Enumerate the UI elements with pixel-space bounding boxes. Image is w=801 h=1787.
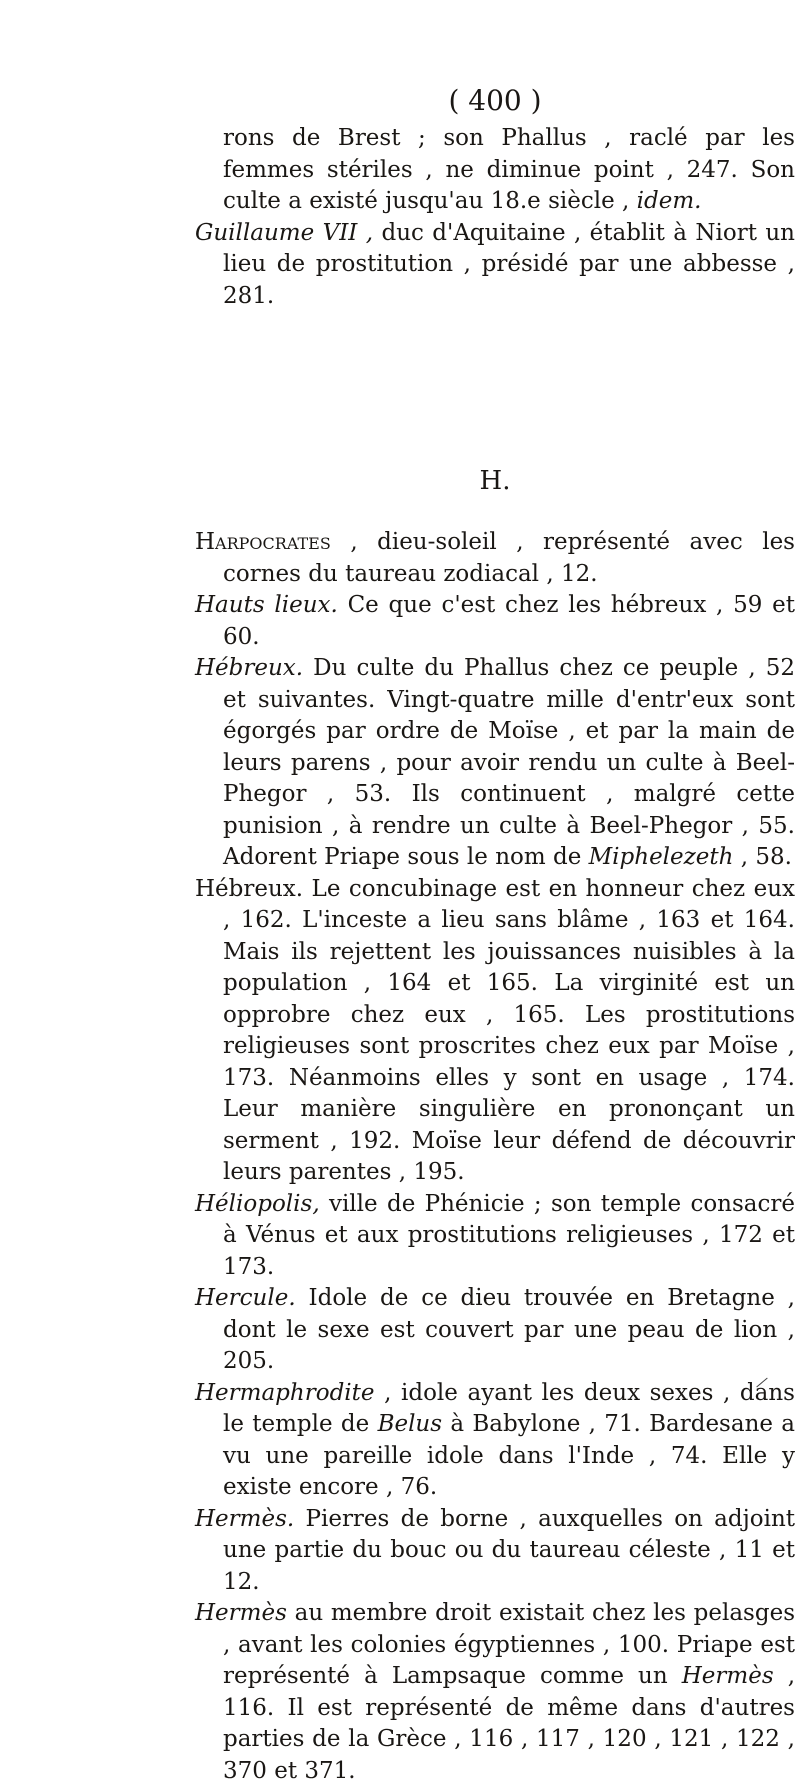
entry-italic-term: Hermès	[681, 1663, 774, 1689]
entry-text: Pierres de borne , auxquelles on adjoint une partie du bouc ou du taureau céleste , 11 et 12.	[223, 1505, 795, 1595]
entry-text-tail: , 116. Il est représenté de même dans d'autres parties de la Grèce , 116 , 117 , 120 , 121 , 122 , 370 et 371.	[223, 1663, 795, 1784]
index-entry	[195, 527, 795, 590]
section-letter: H.	[479, 466, 511, 496]
continued-entries	[195, 123, 795, 312]
entry-text-tail: , 58.	[733, 844, 792, 870]
section-h-entries	[195, 527, 795, 1787]
index-entry	[195, 1283, 795, 1378]
entry-text: , dieu-soleil , représenté avec les cornes du taureau zodiacal , 12.	[223, 529, 795, 587]
entry-text: , idole ayant les deux sexes , dans le temple de	[223, 1379, 795, 1437]
entry-text: Idole de ce dieu trouvée en Bretagne , dont le sexe est couvert par une peau de lion , 205.	[223, 1285, 795, 1374]
index-entry	[195, 218, 795, 313]
entry-italic-term: Miphelezeth	[588, 844, 734, 870]
entry-headword: Héliopolis,	[195, 1190, 320, 1217]
index-entry	[195, 1378, 795, 1504]
index-entry	[195, 1504, 795, 1599]
entry-headword: Harpocrates	[195, 529, 331, 555]
entry-text-tail: à Babylone , 71. Bardesane a vu une pareille idole dans l'Inde , 74. Elle y existe encore , 76.	[223, 1411, 796, 1500]
page-number: ( 400 )	[448, 84, 542, 117]
index-entry	[195, 1598, 795, 1787]
entry-text: ville de Phénicie ; son temple consacré à Vénus et aux prostitutions religieuses , 172 et 173.	[223, 1190, 795, 1280]
entry-headword: Hercule.	[195, 1285, 296, 1311]
index-entry	[195, 874, 795, 1189]
entry-text: au membre droit existait chez les pelasges , avant les colonies égyptiennes , 100. Priape est représenté à Lampsaque comme un	[223, 1600, 795, 1689]
entry-headword: Hébreux.	[195, 655, 304, 681]
entry-text: Hébreux. Le concubinage est en honneur chez eux , 162. L'inceste a lieu sans blâme , 163 et 164. Mais ils rejettent les jouissances nuisibles à la population , 164 et 165. La virginité est un opprobre chez eux , 165. Les prostitutions religieuses sont proscrites chez eux par Moïse , 173. Néanmoins elles y sont en usage , 174. Leur manière singulière en prononçant un serment , 192. Moïse leur défend de découvrir leurs parentes , 195.	[195, 875, 795, 1185]
index-entry	[195, 590, 795, 653]
index-entry	[195, 1189, 795, 1284]
entry-text: duc d'Aquitaine , établit à Niort un lieu de prostitution , présidé par une abbesse , 281.	[223, 219, 795, 309]
entry-headword: Hauts lieux.	[195, 592, 338, 618]
entry-text: rons de Brest ; son Phallus , raclé par les femmes stériles , ne diminue point , 247. Son culte a existé jusqu'au 18.e siècle ,	[223, 125, 795, 214]
entry-reference: idem.	[636, 188, 702, 214]
entry-headword: Hermès.	[195, 1505, 295, 1532]
index-entry	[195, 123, 795, 218]
entry-headword: Hermaphrodite	[195, 1379, 375, 1406]
entry-headword: Hermès	[195, 1600, 287, 1626]
index-entry	[195, 653, 795, 874]
entry-italic-term: Belus	[377, 1411, 443, 1437]
entry-headword: Guillaume VII ,	[195, 219, 374, 246]
entry-text: Du culte du Phallus chez ce peuple , 52 et suivantes. Vingt-quatre mille d'entr'eux sont égorgés par ordre de Moïse , et par la main de leurs parens , pour avoir rendu un culte à Beel-Phegor , 53. Ils continuent , malgré cette punision , à rendre un culte à Beel-Phegor , 55. Adorent Priape sous le nom de	[223, 655, 795, 870]
entry-text: Ce que c'est chez les hébreux , 59 et 60.	[223, 592, 796, 650]
